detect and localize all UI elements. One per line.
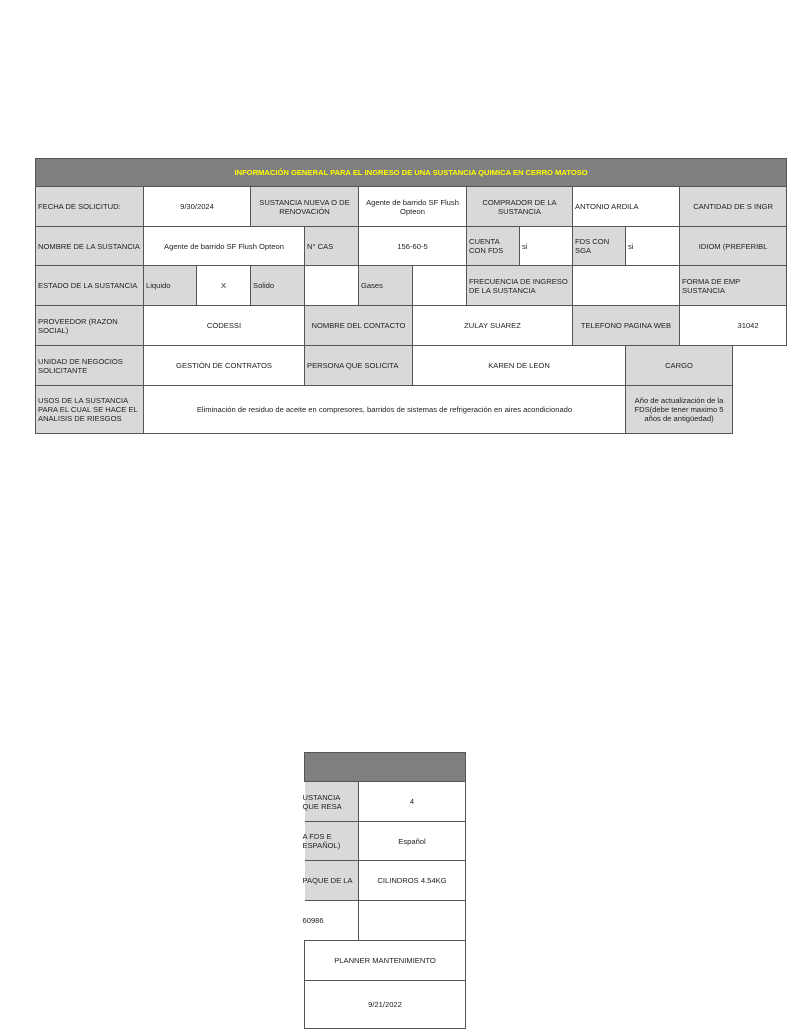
cas-value[interactable]: 156-60-5 [359,227,467,266]
idioma-label-partial: IDIOM (PREFERIBL [680,227,787,266]
gases-label: Gases [359,266,413,306]
estado-label: ESTADO DE LA SUSTANCIA [36,266,144,306]
substance-info-form [35,158,773,434]
comprador-value[interactable]: ANTONIO ARDILA [573,187,680,227]
fecha-label: FECHA DE SOLICITUD: [36,187,144,227]
frecuencia-value[interactable] [573,266,680,306]
continuation-header [305,753,466,782]
forma-value[interactable]: CILINDROS 4.54KG [359,861,466,901]
actualizacion-value[interactable]: 9/21/2022 [305,981,466,1029]
cantidad-label-cont [302,782,359,822]
nueva-renovacion-value[interactable]: Agente de barrido SF Flush Opteon [359,187,467,227]
persona-label: PERSONA QUE SOLICITA [305,346,413,386]
unidad-value[interactable]: GESTIÓN DE CONTRATOS [144,346,305,386]
idioma-value[interactable]: Español [359,822,466,861]
fds-sga-label: FDS CON SGA [573,227,626,266]
nombre-sustancia-label: NOMBRE DE LA SUSTANCIA [36,227,144,266]
frecuencia-label: FRECUENCIA DE INGRESO DE LA SUSTANCIA [467,266,573,306]
cantidad-value[interactable]: 4 [359,782,466,822]
telefono-cont[interactable] [302,901,359,941]
telefono-value-partial[interactable] [680,306,787,346]
nombre-sustancia-value[interactable]: Agente de barrido SF Flush Opteon [144,227,305,266]
cuenta-fds-label: CUENTA CON FDS [467,227,520,266]
unidad-label: UNIDAD DE NEGOCIOS SOLICITANTE [36,346,144,386]
nueva-renovacion-label: SUSTANCIA NUEVA O DE RENOVACIÓN [251,187,359,227]
form-title: INFORMACIÓN GENERAL PARA EL INGRESO DE UNA SUSTANCIA QUIMICA EN CERRO MATOSO [36,159,787,187]
liquido-label: Liquido [144,266,197,306]
contacto-value[interactable]: ZULAY SUAREZ [413,306,573,346]
fds-sga-value[interactable]: si [626,227,680,266]
form-continuation [304,752,465,1024]
proveedor-label: PROVEEDOR (RAZON SOCIAL) [36,306,144,346]
solido-mark[interactable] [305,266,359,306]
cuenta-fds-value[interactable]: si [520,227,573,266]
telefono-value-text: 31042 [737,321,759,330]
telefono-cont-text: 60986 [302,916,324,925]
idioma-label-cont [302,822,359,861]
cantidad-label-partial: CANTIDAD DE S INGR [680,187,787,227]
idioma-label-cont-text: A FDS E ESPAÑOL) [302,832,341,850]
persona-value[interactable]: KAREN DE LEON [413,346,626,386]
telefono-label: TELEFONO PAGINA WEB [573,306,680,346]
telefono-cont-extra[interactable] [359,901,466,941]
actualizacion-label: Año de actualización de la FDS(debe tener maximo 5 años de antigüedad) [626,386,733,434]
gases-mark[interactable] [413,266,467,306]
forma-label-cont-text: PAQUE DE LA [302,876,353,885]
comprador-label: COMPRADOR DE LA SUSTANCIA [467,187,573,227]
cas-label: N° CAS [305,227,359,266]
liquido-mark[interactable]: X [197,266,251,306]
usos-value[interactable]: Eliminación de residuo de aceite en compresores, barridos de sistemas de refrigeración en aires acondicionado [144,386,626,434]
contacto-label: NOMBRE DEL CONTACTO [305,306,413,346]
proveedor-value[interactable]: CODESSI [144,306,305,346]
cargo-label: CARGO [626,346,733,386]
forma-label-partial: FORMA DE EMP SUSTANCIA [680,266,787,306]
cargo-value[interactable]: PLANNER MANTENIMIENTO [305,941,466,981]
cantidad-label-cont-text: USTANCIA QUE RESA [302,792,342,811]
solido-label: Solido [251,266,305,306]
fecha-value[interactable]: 9/30/2024 [144,187,251,227]
forma-label-cont [302,861,359,901]
usos-label: USOS DE LA SUSTANCIA PARA EL CUAL SE HACE EL ANALISIS DE RIESGOS [36,386,144,434]
